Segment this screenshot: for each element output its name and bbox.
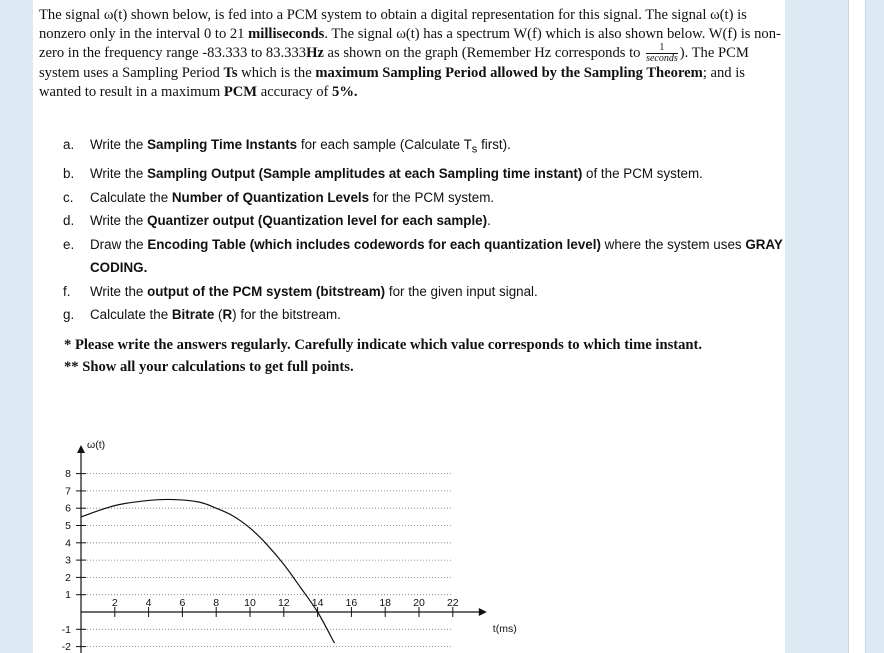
- task-text: for the given input signal.: [385, 283, 538, 299]
- x-tick-label: 16: [345, 597, 358, 609]
- task-text: first).: [477, 137, 511, 152]
- fraction-one-over-seconds: [646, 43, 678, 64]
- x-tick-label: 4: [145, 597, 152, 609]
- task-item: [63, 186, 783, 210]
- notes: [64, 336, 764, 377]
- task-text: Write the: [90, 137, 148, 152]
- task-text: Write the: [90, 166, 148, 182]
- y-tick-label: 5: [65, 520, 71, 532]
- y-tick-label: 7: [65, 485, 71, 498]
- task-marker: c.: [63, 189, 74, 205]
- problem-text-1: The signal ω(t) shown below, is fed into a PCM system to obtain a digital representation for this signal. The signal ω(t) is nonzero only in the interval 0 to 21: [39, 7, 747, 42]
- task-bold: Encoding Table (which includes codewords for each quantization level): [147, 236, 601, 252]
- x-axis-arrow: [479, 608, 487, 616]
- task-text: (: [214, 307, 223, 323]
- task-marker: a.: [63, 137, 75, 152]
- x-tick-label: 8: [213, 597, 220, 609]
- task-bold: Number of Quantization Levels: [171, 189, 370, 205]
- task-marker: f.: [63, 283, 71, 299]
- task-marker: g.: [63, 307, 75, 323]
- x-tick-label: 20: [413, 597, 425, 609]
- problem-bold-max-sampling: maximum Sampling Period allowed by the Sampling Theorem: [315, 65, 703, 82]
- note-1: * Please write the answers regularly. Carefully indicate which value corresponds to which time instant.: [64, 337, 703, 353]
- plot-grid: [81, 474, 453, 647]
- problem-bold-milliseconds: milliseconds: [248, 25, 325, 42]
- y-axis-label: ω(t): [87, 439, 106, 451]
- y-axis-arrow: [77, 445, 85, 453]
- problem-text-5: which is the: [237, 65, 316, 82]
- task-item: [63, 303, 783, 327]
- task-bold: Bitrate: [171, 307, 215, 323]
- task-marker: e.: [63, 236, 75, 252]
- problem-bold-percent: 5%.: [332, 83, 358, 100]
- task-text: of the PCM system.: [582, 166, 703, 182]
- y-tick-label: -2: [61, 641, 71, 653]
- plot-labels: [62, 439, 517, 653]
- task-text: Write the: [90, 283, 148, 299]
- right-scroll-strip: [848, 0, 866, 653]
- task-bold: Sampling Output (Sample amplitudes at each Sampling time instant): [147, 166, 583, 182]
- task-marker: d.: [63, 213, 75, 229]
- x-tick-label: 2: [111, 597, 118, 609]
- task-item: [63, 280, 783, 304]
- task-item: [63, 162, 783, 186]
- document-page: [33, 0, 785, 653]
- problem-text-8: of: [312, 83, 333, 100]
- note-2: ** Show all your calculations to get full points.: [64, 359, 354, 375]
- y-tick-label: -1: [61, 623, 71, 636]
- task-subscript: s: [471, 143, 478, 156]
- task-text: for the PCM system.: [369, 189, 495, 205]
- y-tick-label: 2: [65, 571, 71, 584]
- task-item: [63, 209, 783, 233]
- plot-axes: [77, 445, 487, 653]
- task-text: Calculate the: [90, 189, 172, 205]
- x-axis-label: t(ms): [492, 623, 517, 635]
- x-tick-label: 6: [179, 597, 186, 609]
- task-text: .: [487, 213, 491, 229]
- fraction-numerator: 1: [646, 43, 678, 54]
- problem-text-2: . The signal ω(t) has a spectrum W(f) which is also shown below. W(f) is non-zero in the frequency range -83.333 to 83.333: [39, 25, 781, 62]
- task-bold: output of the PCM system (bitstream): [147, 283, 386, 299]
- task-text: Draw the: [90, 236, 148, 252]
- x-tick-label: 12: [277, 597, 290, 609]
- problem-bold-hz: Hz: [306, 45, 324, 62]
- problem-text-7: accuracy: [257, 83, 313, 100]
- problem-text-3: as shown on the graph (Remember Hz corresponds to: [323, 45, 645, 62]
- x-tick-label: 18: [379, 597, 392, 609]
- fraction-denominator: seconds: [646, 53, 678, 65]
- task-text: Write the: [90, 213, 148, 229]
- problem-bold-ts: Ts: [223, 65, 238, 82]
- signal-plot: [33, 430, 785, 653]
- task-bold: Quantizer output (Quantization level for each sample): [147, 213, 488, 229]
- x-tick-label: 10: [244, 597, 256, 609]
- task-item: [63, 133, 783, 162]
- x-tick-label: 14: [311, 597, 324, 609]
- task-bold: GRAY CODING.: [90, 236, 783, 276]
- problem-bold-pcm: PCM: [223, 83, 258, 100]
- signal-curve: [81, 499, 335, 643]
- y-tick-label: 3: [65, 554, 71, 567]
- y-tick-label: 6: [65, 502, 71, 515]
- task-text: where the system uses: [600, 236, 746, 252]
- task-marker: b.: [63, 166, 75, 182]
- y-tick-label: 1: [65, 589, 71, 602]
- task-bold: Sampling Time Instants: [147, 137, 298, 152]
- x-tick-label: 22: [446, 597, 459, 609]
- task-text: for each sample (Calculate T: [297, 137, 472, 152]
- task-item: [63, 233, 783, 280]
- problem-text-6: ; and is wanted to result in a maximum: [39, 65, 745, 100]
- problem-statement: [39, 6, 783, 101]
- task-text: ) for the bitstream.: [232, 307, 341, 323]
- task-list: [63, 133, 783, 327]
- y-tick-label: 4: [65, 537, 71, 550]
- y-tick-label: 8: [65, 468, 71, 481]
- task-bold: R: [222, 307, 233, 323]
- problem-text-4: ). The PCM system uses a Sampling Period: [39, 45, 749, 82]
- task-text: Calculate the: [90, 307, 172, 323]
